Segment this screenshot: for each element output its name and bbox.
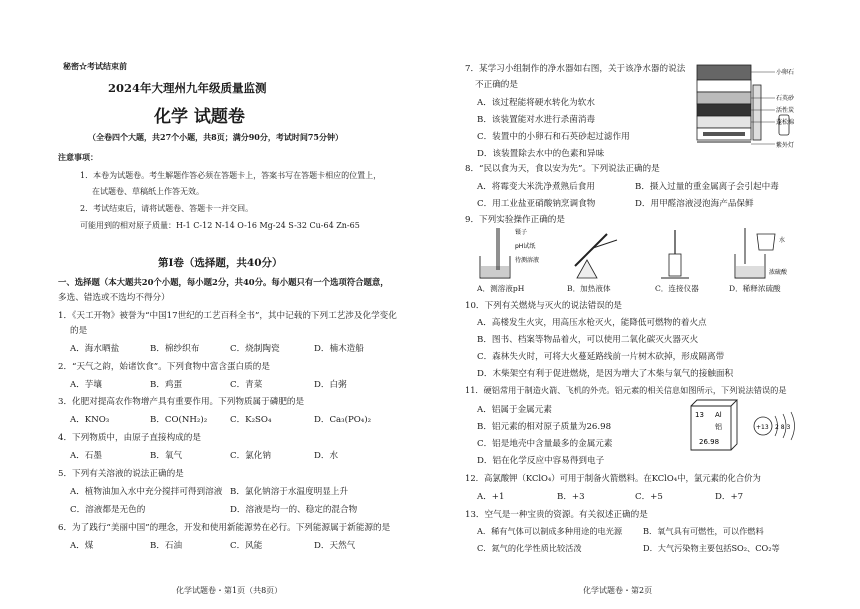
atomic-number: 13: [695, 411, 704, 419]
label-cotton: 蓬松棉: [776, 119, 795, 126]
q11-option-b: B．铝元素的相对原子质量为26.98: [477, 422, 612, 432]
q8-option-b: B．摄入过量的重金属离子会引起中毒: [635, 182, 779, 192]
q5-option-b: B．氯化钠溶于水温度明显上升: [230, 487, 349, 497]
q3-option-a: A．KNO₃: [70, 415, 110, 425]
part1-title: 第Ⅰ卷（选择题，共40分）: [158, 257, 283, 269]
label-activated-carbon: 活性炭: [776, 107, 795, 114]
q1-option-d: D．楠木造船: [314, 344, 364, 354]
question-7: 7．某学习小组制作的净水器如右图，关于该净水器的说法: [465, 64, 686, 74]
section1-heading: 一、选择题（本大题共20个小题，每小题2分，共40分。每小题只有一个选项符合题意，: [58, 277, 389, 287]
question-6: 6．为了践行“美丽中国”的理念，开发和使用新能源势在必行。下列能源属于新能源的是: [58, 523, 391, 533]
solution-a: [481, 266, 509, 277]
q10-option-a: A．高楼发生火灾，用高压水枪灭火，能降低可燃物的着火点: [477, 318, 707, 328]
q7-option-a: A．该过程能将硬水转化为软水: [477, 98, 595, 108]
subject-title: 化学 试题卷: [154, 107, 245, 127]
element-symbol: Al: [715, 411, 722, 419]
q11-option-a: A．铝属于金属元素: [477, 405, 552, 415]
right-footer: 化学试题卷・第2页: [583, 586, 653, 595]
quartz-sand-layer: [697, 92, 751, 104]
question-11: 11．硬铝常用于制造火箭、飞机的外壳。铝元素的相关信息如图所示，下列说法错误的是: [465, 385, 787, 395]
notice-item-1-cont: 在试题卷、草稿纸上作答无效。: [92, 187, 204, 196]
q4-option-a: A．石墨: [70, 451, 102, 461]
label-test-solution: 待测溶液: [515, 257, 540, 264]
question-3: 3．化肥对提高农作物增产具有重要作用。下列物质属于磷肥的是: [58, 397, 305, 407]
left-footer: 化学试题卷・第1页（共8页）: [176, 586, 283, 595]
label-conc-acid: 浓硫酸: [769, 269, 788, 276]
q3-option-d: D．Ca₃(PO₄)₂: [314, 415, 372, 425]
q13-option-a: A．稀有气体可以制成多种用途的电光源: [477, 526, 623, 536]
question-1: 1．《天工开物》被誉为“中国17世纪的工艺百科全书”，其中记载的下列工艺涉及化学变化: [58, 311, 397, 321]
q10-option-d: D．木柴架空有利于促进燃烧，是因为增大了木柴与氧气的接触面积: [477, 369, 734, 379]
q2-option-d: D．白粥: [314, 380, 347, 390]
question-8: 8．“民以食为天，食以安为先”。下列说法正确的是: [465, 164, 660, 174]
uv-lamp: [703, 132, 745, 136]
q6-option-d: D．天然气: [314, 541, 356, 551]
q10-option-c: C．森林失火时，可将大火蔓延路线前一片树木砍掉，形成隔离带: [477, 352, 725, 362]
question-5: 5．下列有关溶液的说法正确的是: [58, 469, 184, 479]
label-ph-paper: pH试纸: [515, 243, 536, 250]
experiment-figure: [475, 226, 805, 282]
alcohol-lamp: [577, 260, 597, 278]
q12-option-a: A．+1: [477, 492, 505, 502]
q4-option-d: D．水: [314, 451, 339, 461]
q7-option-c: C．装置中的小卵石和石英砂起过滤作用: [477, 132, 630, 142]
cotton-layer: [697, 116, 751, 128]
q11-option-d: D．铝在化学反应中容易得到电子: [477, 456, 605, 466]
nuclear-charge: +13: [756, 424, 769, 431]
water-beaker: [757, 234, 775, 250]
test-tube: [575, 234, 607, 266]
label-uv-lamp: 紫外灯: [776, 142, 795, 149]
q9-option-b: B．加热液体: [567, 284, 611, 293]
q13-option-c: C．氮气的化学性质比较活泼: [477, 543, 582, 553]
label-quartz-sand: 石英砂: [776, 95, 795, 102]
label-pebble: 小卵石: [776, 69, 795, 76]
empty-layer-1: [697, 80, 751, 92]
question-7-cont: 不正确的是: [475, 80, 518, 90]
question-10: 10．下列有关燃烧与灭火的说法错误的是: [465, 301, 623, 311]
shell-3: [791, 412, 795, 440]
q6-option-a: A．煤: [70, 541, 94, 551]
question-1-cont: 的是: [70, 326, 88, 336]
q5-option-d: D．溶液是均一的、稳定的混合物: [230, 505, 358, 515]
purifier-side-tube: [753, 85, 761, 140]
notice-item-1: 1．本卷为试题卷。考生解题作答必须在答题卡上，答案书写在答题卡相应的位置上，: [80, 171, 382, 180]
q1-option-b: B．棉纱织布: [150, 344, 200, 354]
q13-option-d: D．大气污染物主要包括SO₂、CO₂等: [643, 543, 780, 553]
q6-option-b: B．石油: [150, 541, 183, 551]
q2-option-b: B．鸡蛋: [150, 380, 183, 390]
right-page: [465, 0, 810, 609]
q7-option-d: D．该装置除去水中的色素和异味: [477, 149, 605, 159]
q8-option-d: D．用甲醛溶液浸泡海产品保鲜: [635, 199, 754, 209]
electron-shells: 2 8 3: [775, 424, 791, 431]
q8-option-c: C．用工业盐亚硝酸钠烹调食物: [477, 199, 596, 209]
exam-title: 2024年大理州九年级质量监测: [108, 81, 267, 95]
activated-carbon-layer: [697, 104, 751, 116]
q2-option-c: C．青菜: [230, 380, 263, 390]
question-4: 4．下列物质中，由原子直接构成的是: [58, 433, 201, 443]
q12-option-c: C．+5: [635, 492, 663, 502]
q1-option-c: C．烧制陶瓷: [230, 344, 280, 354]
q8-option-a: A．将霉变大米洗净煮熟后食用: [477, 182, 595, 192]
q4-option-b: B．氧气: [150, 451, 183, 461]
question-9: 9．下列实验操作正确的是: [465, 215, 565, 225]
atomic-mass: 26.98: [699, 438, 720, 446]
q12-option-b: B．+3: [557, 492, 585, 502]
q12-option-d: D．+7: [715, 492, 744, 502]
q3-option-b: B．CO(NH₂)₂: [150, 415, 208, 425]
question-13: 13．空气是一种宝贵的资源。有关叙述正确的是: [465, 510, 648, 520]
q10-option-b: B．图书、档案等物品着火，可以使用二氧化碳灭火器灭火: [477, 335, 699, 345]
q5-option-a: A．植物油加入水中充分搅拌可得到溶液: [70, 487, 223, 497]
left-page: [58, 0, 398, 609]
notice-title: 注意事项：: [58, 152, 98, 162]
q9-option-c: C．连接仪器: [655, 284, 699, 293]
q3-option-c: C．K₂SO₄: [230, 415, 272, 425]
q1-option-a: A．海水晒盐: [70, 344, 120, 354]
label-tweezers: 镊子: [515, 229, 528, 236]
q6-option-c: C．风能: [230, 541, 263, 551]
q9-option-a: A．测溶液pH: [477, 284, 525, 293]
question-12: 12．高氯酸钾（KClO₄）可用于制备火箭燃料。在KClO₄中，氯元素的化合价为: [465, 473, 761, 483]
secret-mark: 秘密☆考试结束前: [63, 61, 127, 71]
notice-item-2: 2．考试结束后，请将试题卷、答题卡一并交回。: [80, 204, 254, 213]
label-water: 水: [779, 237, 786, 244]
q4-option-c: C．氯化钠: [230, 451, 271, 461]
test-tube-c: [669, 254, 681, 276]
pebble-layer: [697, 65, 751, 80]
water-purifier-figure: [687, 60, 807, 160]
atomic-masses: 可能用到的相对原子质量：H-1 C-12 N-14 O-16 Mg-24 S-32 Cu-64 Zn-65: [80, 221, 360, 230]
q5-option-c: C．溶液都是无色的: [70, 505, 146, 515]
aluminum-element-figure: [677, 398, 807, 464]
q9-option-d: D．稀释浓硫酸: [729, 284, 781, 293]
q13-option-b: B．氧气具有可燃性，可以作燃料: [643, 526, 764, 536]
q2-option-a: A．芋壤: [70, 380, 102, 390]
element-name: 铝: [715, 423, 722, 431]
section1-heading-cont: 多选、错选或不选均不得分）: [58, 293, 170, 303]
q7-option-b: B．该装置能对水进行杀菌消毒: [477, 115, 596, 125]
q11-option-c: C．铝是地壳中含量最多的金属元素: [477, 439, 613, 449]
conc-acid: [736, 266, 764, 277]
question-2: 2．“天气之韵，始诸饮食”。下列食物中富含蛋白质的是: [58, 362, 270, 372]
exam-info: （全卷四个大题，共27个小题，共8页；满分90分，考试时间75分钟）: [88, 132, 343, 142]
